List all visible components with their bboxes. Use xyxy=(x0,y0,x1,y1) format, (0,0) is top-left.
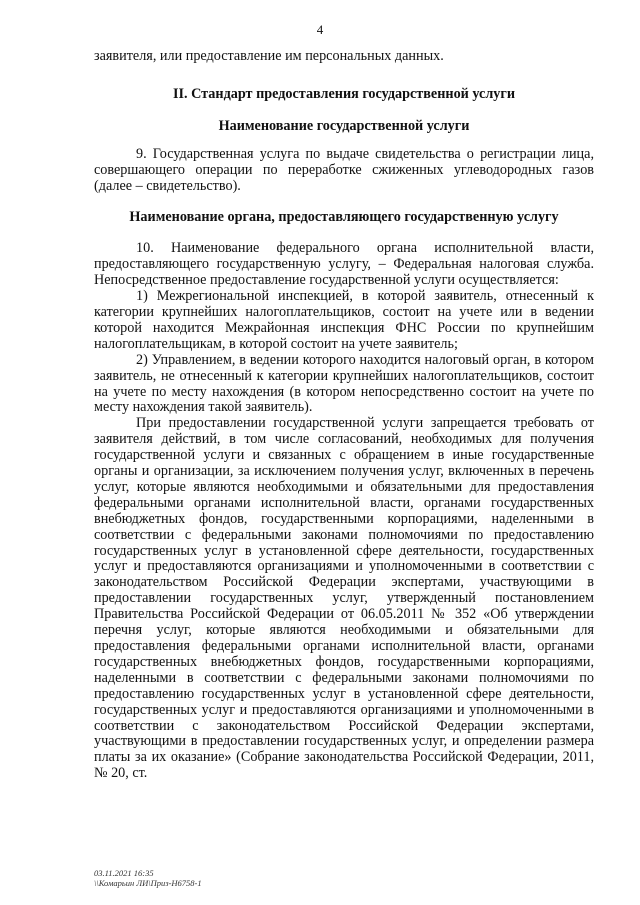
footer-timestamp: 03.11.2021 16:35 xyxy=(94,868,154,878)
continuation-paragraph: заявителя, или предоставление им персональных данных. xyxy=(94,48,444,64)
document-body xyxy=(94,49,594,782)
section-heading: II. Стандарт предоставления государственной услуги xyxy=(172,85,516,102)
paragraph-10-item-2: 2) Управлением, в ведении которого находится налоговый орган, в котором заявитель, не отнесенный к категории крупнейших налогоплательщиков, состоит на учете по месту нахождения (в котором непосредственно состоит на учете по месту нахождения такой заявитель). xyxy=(94,351,594,416)
paragraph-9: 9. Государственная услуга по выдаче свидетельства о регистрации лица, совершающего операции по переработке сжиженных углеводородных газов (далее – свидетельство). xyxy=(94,145,594,194)
subsection-heading-authority: Наименование органа, предоставляющего государственную услугу xyxy=(129,209,559,226)
footer-file-path: \\Комарьин ЛИ\Приз-Н6758-1 xyxy=(94,877,202,888)
document-footer xyxy=(94,869,202,888)
page-number: 4 xyxy=(316,22,324,37)
paragraph-prohibition: При предоставлении государственной услуги запрещается требовать от заявителя действий, в том числе согласований, необходимых для получения государственной услуги и связанных с обращением в иные государственные органы и организации, за исключением получения услуг, включенных в перечень услуг, которые являются необходимыми и обязательными для предоставления федеральными органами исполнительной власти, органами государственных внебюджетных фондов, государственными корпорациями, наделенными в соответствии с федеральными законами полномочиями по предоставлению государственных услуг в установленной сфере деятельности, государственных услуг и предоставляются организациями и уполномоченными в соответствии с законодательством Российской Федерации экспертами, участвующими в предоставлении государственных услуг, утвержденный постановлением Правительства Российской Федерации от 06.05.2011 № 352 «Об утверждении перечня услуг, которые являются необходимыми и обязательными для предоставления федеральными органами исполнительной власти, органами государственных внебюджетных фондов, государственными корпорациями, наделенными в соответствии с федеральными законами полномочиями по предоставлению государственных услуг в установленной сфере деятельности, государственных услуг и предоставляются организациями и уполномоченными в соответствии с законодательством Российской Федерации экспертами, участвующими в предоставлении государственных услуг, и определении размера платы за их оказание» (Собрание законодательства Российской Федерации, 2011, № 20, ст. xyxy=(94,415,594,782)
paragraph-10-item-1: 1) Межрегиональной инспекцией, в которой заявитель, отнесенный к категории крупнейших налогоплательщиков, состоит на учете или в ведении которой находится Межрайонная инспекция ФНС России по крупнейшим налогоплательщикам, в которой состоит на учете заявитель; xyxy=(94,288,594,352)
subsection-heading-service-name: Наименование государственной услуги xyxy=(218,117,470,134)
paragraph-10: 10. Наименование федерального органа исполнительной власти, предоставляющего государственную услугу, – Федеральная налоговая служба. Непосредственное предоставление государственной услуги осуществляется: xyxy=(94,240,594,289)
